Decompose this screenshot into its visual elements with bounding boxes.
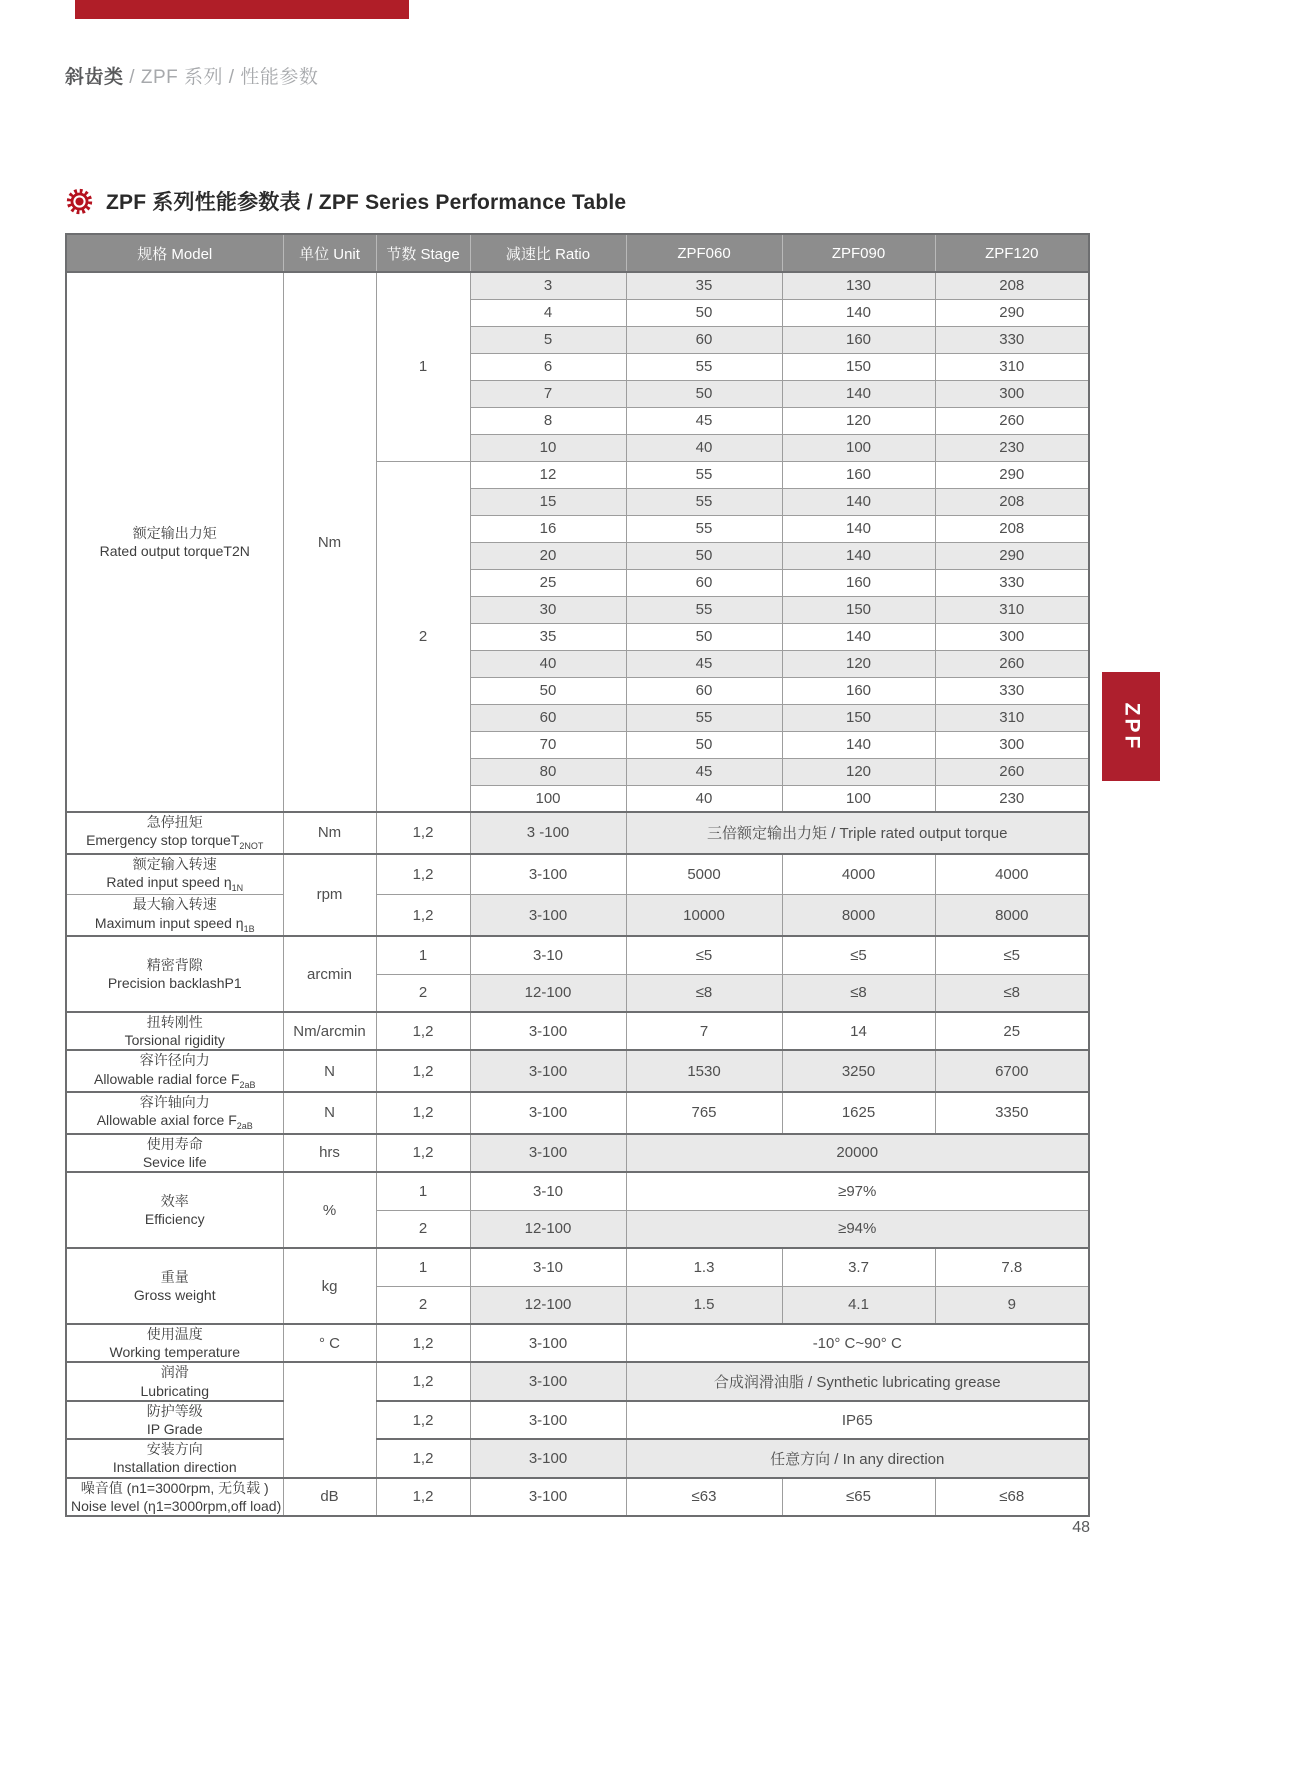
table-cell: 310 [935, 596, 1089, 623]
table-cell: 310 [935, 704, 1089, 731]
table-cell: 300 [935, 623, 1089, 650]
table-cell: 120 [782, 407, 935, 434]
breadcrumb-category: 斜齿类 [65, 67, 124, 88]
table-cell: 3-100 [470, 1050, 626, 1092]
table-cell: 160 [782, 677, 935, 704]
table-cell: 1,2 [376, 1050, 470, 1092]
label-en [71, 1286, 279, 1304]
table-cell: 290 [935, 461, 1089, 488]
table-cell: 8000 [935, 895, 1089, 936]
breadcrumb-rest: / ZPF 系列 / 性能参数 [123, 67, 319, 88]
table-cell: 三倍额定输出力矩 / Triple rated output torque [626, 812, 1089, 854]
table-cell: 3-10 [470, 936, 626, 974]
table-row [66, 1324, 1089, 1362]
table-cell: 20000 [626, 1134, 1089, 1172]
table-cell: 3250 [782, 1050, 935, 1092]
table-cell: 55 [626, 488, 782, 515]
table-row [66, 1092, 1089, 1134]
label-en [71, 1031, 279, 1049]
table-cell: 140 [782, 299, 935, 326]
table-cell: 160 [782, 326, 935, 353]
table-cell: 3-10 [470, 1172, 626, 1210]
table-row [66, 1248, 1089, 1286]
table-cell: 70 [470, 731, 626, 758]
column-header: 单位 Unit [283, 234, 376, 272]
table-cell: 330 [935, 569, 1089, 596]
label-en-text: Rated input speed η [106, 873, 232, 890]
table-row [66, 1362, 1089, 1400]
table-cell: 12 [470, 461, 626, 488]
table-cell: 230 [935, 434, 1089, 461]
table-cell: ≤63 [626, 1478, 782, 1516]
label-en-text: Working temperature [109, 1344, 240, 1361]
table-cell: 3-10 [470, 1248, 626, 1286]
label-subscript: 1B [243, 923, 255, 934]
label-subscript: 1N [231, 882, 244, 893]
label-en-text: IP Grade [146, 1421, 203, 1438]
table-cell: 1,2 [376, 1012, 470, 1050]
table-cell: 140 [782, 623, 935, 650]
table-cell: ≤8 [626, 974, 782, 1012]
section-heading [66, 186, 626, 216]
table-cell: 15 [470, 488, 626, 515]
table-cell: 55 [626, 515, 782, 542]
top-red-bar [75, 0, 409, 19]
table-cell: 60 [626, 569, 782, 596]
label-zh: 防护等级 [146, 1402, 203, 1419]
table-cell: 140 [782, 380, 935, 407]
table-cell: 260 [935, 407, 1089, 434]
table-cell: 208 [935, 515, 1089, 542]
table-cell: IP65 [626, 1401, 1089, 1439]
spec-label-cell [66, 895, 283, 936]
table-cell: 35 [626, 272, 782, 299]
table-cell: 3-100 [470, 1439, 626, 1477]
table-cell: 4 [470, 299, 626, 326]
label-en [71, 1458, 279, 1476]
table-cell: 1,2 [376, 1439, 470, 1477]
column-header: 减速比 Ratio [470, 234, 626, 272]
table-cell: 4000 [782, 854, 935, 895]
table-cell: 8000 [782, 895, 935, 936]
table-cell: ≤5 [626, 936, 782, 974]
table-cell: 260 [935, 758, 1089, 785]
label-en-text: Noise level (η1=3000rpm,off load) [71, 1497, 282, 1514]
table-cell: 300 [935, 731, 1089, 758]
table-row [66, 812, 1089, 854]
label-en [71, 914, 279, 935]
table-cell: 1625 [782, 1092, 935, 1134]
label-en [71, 1382, 279, 1400]
label-en [71, 1343, 279, 1361]
table-cell: 45 [626, 650, 782, 677]
table-cell: 120 [782, 758, 935, 785]
table-cell: 1,2 [376, 1092, 470, 1134]
table-cell: Nm/arcmin [283, 1012, 376, 1050]
table-cell: 290 [935, 542, 1089, 569]
table-cell: 7 [626, 1012, 782, 1050]
table-cell: ≤8 [782, 974, 935, 1012]
label-zh: 额定输出力矩 [132, 524, 217, 541]
table-cell: 140 [782, 731, 935, 758]
label-en [71, 974, 279, 992]
spec-label-cell [66, 854, 283, 895]
table-cell: 3-100 [470, 1134, 626, 1172]
table-cell: -10° C~90° C [626, 1324, 1089, 1362]
column-header: ZPF090 [782, 234, 935, 272]
table-cell: 12-100 [470, 1286, 626, 1324]
label-en [71, 1070, 279, 1091]
label-en-text: Efficiency [144, 1211, 205, 1228]
table-cell: 3-100 [470, 1362, 626, 1400]
table-cell: 55 [626, 596, 782, 623]
label-en [71, 1210, 279, 1228]
table-cell: Nm [283, 272, 376, 812]
table-cell: N [283, 1092, 376, 1134]
table-cell: hrs [283, 1134, 376, 1172]
spec-label-cell [66, 1092, 283, 1134]
label-en-text: Allowable radial force F [93, 1070, 240, 1087]
table-cell: 16 [470, 515, 626, 542]
label-zh: 扭转刚性 [146, 1014, 203, 1031]
table-cell: 30 [470, 596, 626, 623]
table-cell: 55 [626, 704, 782, 731]
table-cell: kg [283, 1248, 376, 1324]
table-cell: 25 [470, 569, 626, 596]
label-en [71, 1153, 279, 1171]
table-cell [283, 1362, 376, 1477]
table-cell: Nm [283, 812, 376, 854]
spec-label-cell [66, 936, 283, 1012]
table-cell: 140 [782, 488, 935, 515]
table-cell: ≤68 [935, 1478, 1089, 1516]
column-header: 规格 Model [66, 234, 283, 272]
table-cell: 12-100 [470, 974, 626, 1012]
table-cell: 100 [782, 785, 935, 812]
table-cell: rpm [283, 854, 376, 936]
table-cell: 3 [470, 272, 626, 299]
table-cell: 2 [376, 1210, 470, 1248]
table-row [66, 1401, 1089, 1439]
table-cell: 55 [626, 353, 782, 380]
label-en-text: Torsional rigidity [124, 1032, 225, 1049]
table-cell: 40 [626, 785, 782, 812]
label-en [71, 1111, 279, 1132]
label-zh: 额定输入转速 [132, 855, 217, 872]
table-cell: 5000 [626, 854, 782, 895]
table-cell: 合成润滑油脂 / Synthetic lubricating grease [626, 1362, 1089, 1400]
label-en-text: Maximum input speed η [94, 914, 244, 931]
table-cell: 10 [470, 434, 626, 461]
table-cell: 50 [470, 677, 626, 704]
spec-label-cell [66, 1362, 283, 1400]
table-cell: 45 [626, 407, 782, 434]
table-cell: 2 [376, 1286, 470, 1324]
label-zh: 润滑 [160, 1364, 189, 1381]
table-cell: 3-100 [470, 1478, 626, 1516]
table-cell: 1,2 [376, 1134, 470, 1172]
label-en-text: Precision backlashP1 [107, 975, 242, 992]
label-en-text: Lubricating [140, 1382, 209, 1399]
table-cell: 任意方向 / In any direction [626, 1439, 1089, 1477]
label-en-text: Gross weight [133, 1287, 216, 1304]
page-number: 48 [1072, 1519, 1090, 1536]
table-cell: 1.3 [626, 1248, 782, 1286]
table-cell: 3.7 [782, 1248, 935, 1286]
label-subscript: 2aB [239, 1079, 256, 1090]
table-cell: 60 [626, 326, 782, 353]
label-zh: 精密背隙 [146, 956, 203, 973]
table-cell: 260 [935, 650, 1089, 677]
table-row [66, 936, 1089, 974]
table-cell: 3-100 [470, 1324, 626, 1362]
table-cell: 55 [626, 461, 782, 488]
table-cell: 1530 [626, 1050, 782, 1092]
table-cell: 1 [376, 936, 470, 974]
table-header-row [66, 234, 1089, 272]
label-en-text: Emergency stop torqueT [86, 832, 240, 849]
table-cell: 45 [626, 758, 782, 785]
column-header: ZPF060 [626, 234, 782, 272]
label-zh: 使用温度 [146, 1326, 203, 1343]
table-cell: 1.5 [626, 1286, 782, 1324]
table-cell: 5 [470, 326, 626, 353]
table-cell: 4.1 [782, 1286, 935, 1324]
table-cell: 160 [782, 569, 935, 596]
table-row [66, 1439, 1089, 1477]
table-row [66, 854, 1089, 895]
label-en-text: Sevice life [142, 1153, 207, 1170]
table-cell: 150 [782, 353, 935, 380]
table-cell: 160 [782, 461, 935, 488]
table-cell: 1,2 [376, 1401, 470, 1439]
table-cell: 7 [470, 380, 626, 407]
table-cell: 14 [782, 1012, 935, 1050]
table-cell: 40 [626, 434, 782, 461]
table-cell: 290 [935, 299, 1089, 326]
table-cell: 50 [626, 623, 782, 650]
label-en-text: Installation direction [112, 1459, 237, 1476]
label-en [71, 873, 279, 894]
table-cell: 7.8 [935, 1248, 1089, 1286]
table-cell: ≥94% [626, 1210, 1089, 1248]
table-row [66, 1134, 1089, 1172]
table-cell: 3-100 [470, 1092, 626, 1134]
label-en [71, 542, 279, 560]
column-header: ZPF120 [935, 234, 1089, 272]
table-cell: 150 [782, 596, 935, 623]
spec-label-cell [66, 1248, 283, 1324]
table-cell: 3-100 [470, 854, 626, 895]
label-zh: 重量 [160, 1268, 189, 1285]
table-cell: 1 [376, 1172, 470, 1210]
table-cell: 2 [376, 461, 470, 812]
table-cell: 6700 [935, 1050, 1089, 1092]
table-cell: ≤5 [782, 936, 935, 974]
table-cell: arcmin [283, 936, 376, 1012]
label-subscript: 2aB [236, 1121, 253, 1132]
label-zh: 容许轴向力 [139, 1094, 210, 1111]
table-cell: 140 [782, 542, 935, 569]
table-cell: ≤8 [935, 974, 1089, 1012]
table-cell: 300 [935, 380, 1089, 407]
table-cell: ≥97% [626, 1172, 1089, 1210]
table-cell: 6 [470, 353, 626, 380]
table-cell: 3 -100 [470, 812, 626, 854]
spec-label-cell [66, 1439, 283, 1477]
side-tab-zpf [1102, 672, 1160, 781]
table-cell: 40 [470, 650, 626, 677]
table-cell: N [283, 1050, 376, 1092]
table-cell: 1,2 [376, 1324, 470, 1362]
spec-label-cell [66, 812, 283, 854]
table-cell: 20 [470, 542, 626, 569]
table-cell: 3-100 [470, 1401, 626, 1439]
label-zh: 使用寿命 [146, 1135, 203, 1152]
side-tab-label: ZPF [1119, 702, 1143, 751]
spec-label-cell [66, 1012, 283, 1050]
table-cell: 50 [626, 731, 782, 758]
label-zh: 最大输入转速 [132, 896, 217, 913]
table-cell: 60 [626, 677, 782, 704]
table-cell: 9 [935, 1286, 1089, 1324]
table-cell: 50 [626, 380, 782, 407]
table-cell: 120 [782, 650, 935, 677]
table-cell: % [283, 1172, 376, 1248]
table-cell: 1,2 [376, 1362, 470, 1400]
table-cell: 1 [376, 1248, 470, 1286]
table-row [66, 1172, 1089, 1210]
table-cell: 765 [626, 1092, 782, 1134]
table-cell: 3-100 [470, 895, 626, 936]
label-zh: 噪音值 (n1=3000rpm, 无负载 ) [80, 1479, 269, 1496]
table-cell: 330 [935, 677, 1089, 704]
spec-label-cell [66, 1134, 283, 1172]
label-en [71, 1420, 279, 1438]
label-en-text: Rated output torqueT2N [99, 543, 250, 559]
table-cell: 3-100 [470, 1012, 626, 1050]
table-cell: 4000 [935, 854, 1089, 895]
table-cell: ° C [283, 1324, 376, 1362]
spec-table [65, 233, 1090, 1517]
spec-label-cell [66, 272, 283, 812]
spec-label-cell [66, 1401, 283, 1439]
gear-icon [66, 188, 93, 215]
table-cell: 1,2 [376, 1478, 470, 1516]
table-cell: 10000 [626, 895, 782, 936]
table-cell: 60 [470, 704, 626, 731]
table-cell: dB [283, 1478, 376, 1516]
table-cell: 330 [935, 326, 1089, 353]
label-zh: 急停扭矩 [146, 814, 203, 830]
column-header: 节数 Stage [376, 234, 470, 272]
label-en-text: Allowable axial force F [96, 1112, 237, 1129]
table-cell: 80 [470, 758, 626, 785]
table-cell: 310 [935, 353, 1089, 380]
section-title: ZPF 系列性能参数表 / ZPF Series Performance Table [106, 191, 627, 214]
table-cell: 1 [376, 272, 470, 461]
table-cell: 1,2 [376, 854, 470, 895]
spec-label-cell [66, 1478, 283, 1516]
table-cell: 50 [626, 542, 782, 569]
table-row [66, 1012, 1089, 1050]
label-zh: 容许径向力 [139, 1052, 210, 1069]
label-en [71, 831, 279, 852]
table-cell: 1,2 [376, 812, 470, 854]
table-cell: ≤65 [782, 1478, 935, 1516]
table-row [66, 1050, 1089, 1092]
table-row [66, 1478, 1089, 1516]
table-cell: 150 [782, 704, 935, 731]
table-cell: 3350 [935, 1092, 1089, 1134]
table-cell: 100 [470, 785, 626, 812]
label-subscript: 2NOT [239, 840, 264, 851]
spec-label-cell [66, 1172, 283, 1248]
label-zh: 效率 [160, 1192, 189, 1209]
spec-label-cell [66, 1050, 283, 1092]
table-cell: 208 [935, 272, 1089, 299]
table-cell: ≤5 [935, 936, 1089, 974]
table-cell: 1,2 [376, 895, 470, 936]
table-row [66, 895, 1089, 936]
table-cell: 35 [470, 623, 626, 650]
table-cell: 2 [376, 974, 470, 1012]
table-cell: 130 [782, 272, 935, 299]
table-row [66, 272, 1089, 299]
table-cell: 8 [470, 407, 626, 434]
table-cell: 50 [626, 299, 782, 326]
table-cell: 140 [782, 515, 935, 542]
table-cell: 208 [935, 488, 1089, 515]
breadcrumb [65, 62, 318, 89]
spec-label-cell [66, 1324, 283, 1362]
table-cell: 230 [935, 785, 1089, 812]
table-cell: 25 [935, 1012, 1089, 1050]
label-en [71, 1497, 282, 1515]
table-cell: 12-100 [470, 1210, 626, 1248]
table-cell: 100 [782, 434, 935, 461]
label-zh: 安装方向 [146, 1441, 203, 1458]
